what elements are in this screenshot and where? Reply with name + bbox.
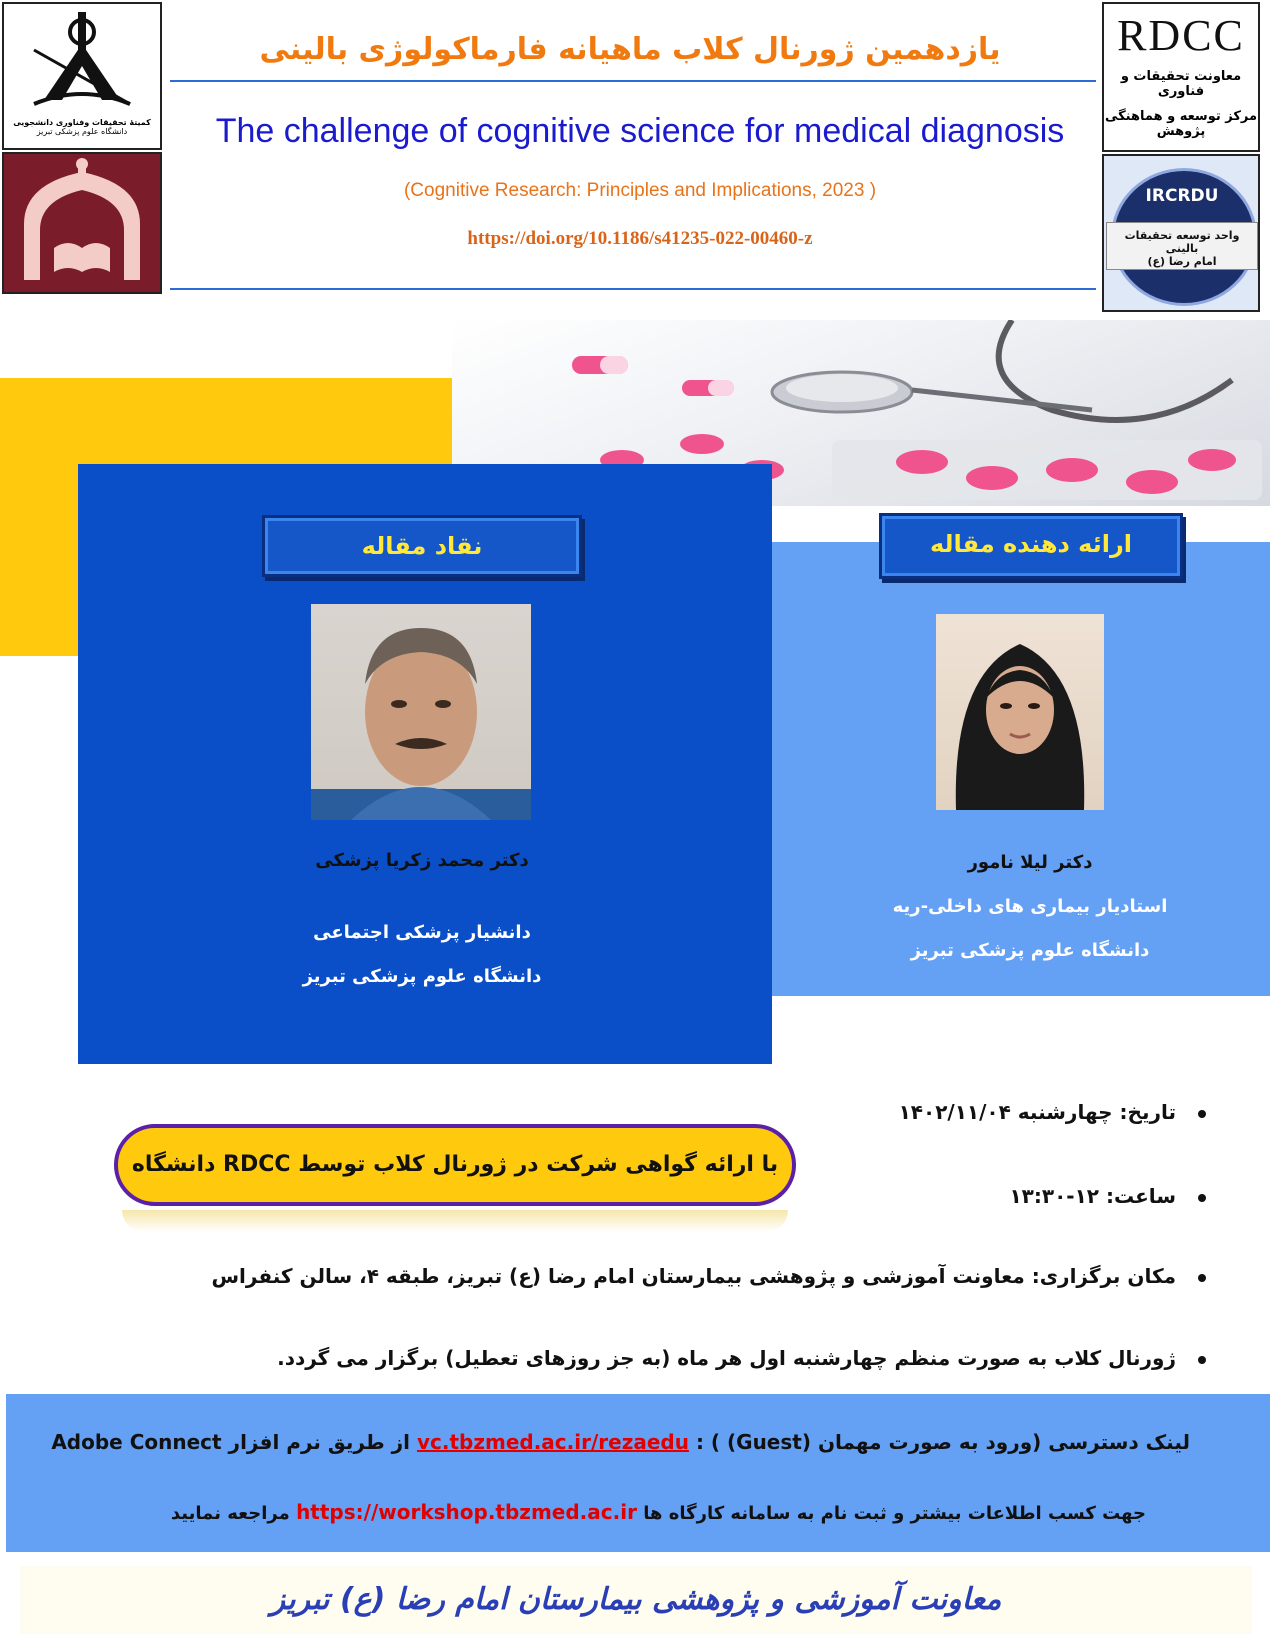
- presenter-name: دکتر لیلا نامور: [967, 852, 1093, 873]
- workshop-link[interactable]: https://workshop.tbzmed.ac.ir: [296, 1500, 637, 1524]
- event-location: [100, 1264, 1206, 1288]
- adobe-connect-link[interactable]: vc.tbzmed.ac.ir/rezaedu: [416, 1430, 689, 1454]
- access-panel: [6, 1394, 1270, 1552]
- bullet-icon: [1198, 1274, 1206, 1282]
- access-line-1: [40, 1430, 1190, 1454]
- presenter-title: استادیار بیماری های داخلی-ریه: [892, 896, 1168, 917]
- header-rule-top: [170, 80, 1096, 82]
- access-line-2-suffix: مراجعه نمایید: [170, 1503, 290, 1524]
- critic-title: دانشیار پزشکی اجتماعی: [313, 922, 531, 943]
- presenter-portrait-icon: [936, 614, 1104, 810]
- access-line-1-suffix: از طریق نرم افزار Adobe Connect: [51, 1430, 411, 1454]
- rdcc-logo: [1102, 2, 1260, 152]
- logo-caption: کمیتهٔ تحقیقات وفناوری دانشجویی: [13, 118, 151, 127]
- event-time: [820, 1184, 1206, 1208]
- ircrdu-logo: [1102, 154, 1260, 312]
- scroll-book-icon: [4, 4, 160, 114]
- student-research-committee-logo: [2, 2, 162, 150]
- critic-university: دانشگاه علوم پزشکی تبریز: [302, 966, 542, 987]
- article-citation: (Cognitive Research: Principles and Implications, 2023 ): [403, 180, 877, 201]
- certificate-text: با ارائه گواهی شرکت در ژورنال کلاب توسط RDCC دانشگاه: [131, 1152, 779, 1177]
- event-schedule-text: ژورنال کلاب به صورت منظم چهارشنبه اول هر ماه (به جز روزهای تعطیل) برگزار می گردد.: [277, 1346, 1176, 1370]
- critic-heading: نقاد مقاله: [262, 515, 582, 577]
- rdcc-line: مرکز توسعه و هماهنگی پژوهش: [1104, 109, 1258, 139]
- bullet-icon: [1198, 1110, 1206, 1118]
- critic-photo: [311, 604, 531, 820]
- certificate-reflection: [122, 1210, 788, 1232]
- access-line-2: [40, 1500, 1146, 1524]
- event-location-text: مکان برگزاری: معاونت آموزشی و پژوهشی بیمارستان امام رضا (ع) تبریز، طبقه ۴، سالن کنفراس: [211, 1264, 1176, 1288]
- certificate-pill: [114, 1124, 796, 1206]
- footer-text: معاونت آموزشی و پژوهشی بیمارستان امام رضا (ع) تبریز: [270, 1582, 1002, 1617]
- presenter-photo: [936, 614, 1104, 810]
- rdcc-line: معاونت تحقیقات و فناوری: [1120, 69, 1242, 99]
- ircrdu-line: امام رضا (ع): [1147, 255, 1217, 268]
- header-rule-bottom: [170, 288, 1096, 290]
- event-date-text: تاریخ: چهارشنبه ۱۴۰۲/۱۱/۰۴: [898, 1100, 1176, 1124]
- critic-name: دکتر محمد زکریا پزشکی: [315, 850, 529, 871]
- critic-portrait-icon: [311, 604, 531, 820]
- rdcc-acronym: RDCC: [1117, 11, 1245, 60]
- event-date: [620, 1100, 1206, 1124]
- history-of-medicine-logo: [2, 152, 162, 294]
- presenter-university: دانشگاه علوم پزشکی تبریز: [910, 940, 1150, 961]
- access-line-1-prefix: لینک دسترسی (ورود به صورت مهمان (Guest) ) :: [695, 1430, 1190, 1454]
- article-title: The challenge of cognitive science for medical diagnosis: [215, 112, 1065, 150]
- event-schedule: [100, 1346, 1206, 1370]
- ircrdu-banner: [1106, 222, 1258, 270]
- presenter-heading: ارائه دهنده مقاله: [879, 513, 1183, 579]
- ircrdu-line: واحد توسعه تحقیقات بالینی: [1124, 229, 1240, 255]
- event-time-text: ساعت: ۱۲-۱۳:۳۰: [1009, 1184, 1176, 1208]
- book-emblem-icon: [4, 154, 160, 292]
- journal-club-title: یازدهمین ژورنال کلاب ماهیانه فارماکولوژی بالینی: [259, 32, 1001, 67]
- article-doi-link[interactable]: https://doi.org/10.1186/s41235-022-00460-z: [467, 228, 813, 249]
- access-line-2-prefix: جهت کسب اطلاعات بیشتر و ثبت نام به سامانه کارگاه ها: [643, 1503, 1146, 1524]
- bullet-icon: [1198, 1356, 1206, 1364]
- ircrdu-acronym: IRCRDU: [1145, 186, 1219, 206]
- logo-caption: دانشگاه علوم پزشکی تبریز: [36, 127, 128, 136]
- bullet-icon: [1198, 1194, 1206, 1202]
